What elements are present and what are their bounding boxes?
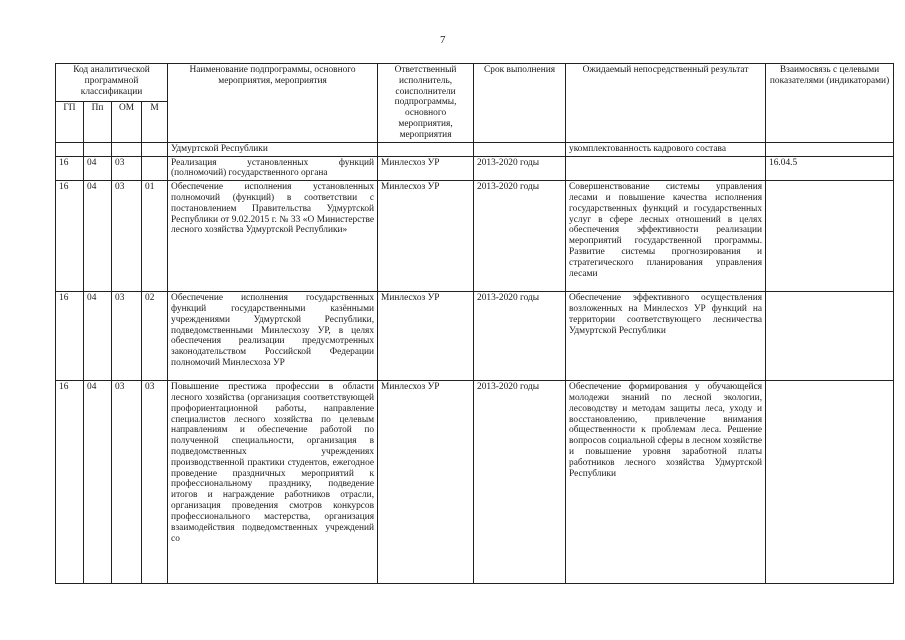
cell-link	[766, 181, 894, 292]
cell-name: Реализация установленных функций (полномочий) государственного органа	[168, 156, 378, 181]
code-group-header: Код аналитической программной классификации	[56, 64, 168, 102]
cell-gp: 16	[56, 181, 84, 292]
cell-name: Обеспечение исполнения установленных полномочий (функций) в соответствии с постановлением Правительства Удмуртской Республики от 9.02.2015 г. № 33 «О Министерстве лесного хозяйства Удмуртской Республики»	[168, 181, 378, 292]
gp-header: ГП	[56, 101, 84, 142]
m-header: М	[142, 101, 168, 142]
cell-name: Повышение престижа профессии в области лесного хозяйства (организация соответствующей профориентационной работы, направление специалистов лесного хозяйства по целевым направлениям и обеспечение работой по полученной специальности, организация в подведомственных учреждениях производственной практики студентов, ежегодное проведение праздничных мероприятий к профессиональному празднику, подведение итогов и награждение работников отрасли, организация проведения смотров конкурсов профессионального мастерства, организация взаимодействия подведомственных учреждений со	[168, 381, 378, 584]
cell-term	[474, 142, 566, 156]
cell-m: 02	[142, 292, 168, 381]
term-header: Срок выполнения	[474, 64, 566, 143]
cell-gp: 16	[56, 292, 84, 381]
cell-result: Совершенствование системы управления лесами и повышение качества исполнения государственных функций и государственных услуг в сфере лесных отношений в целях обеспечения эффективности реализации мероприятий государственной программы. Развитие системы прогнозирования и стратегического планирования управления лесами	[566, 181, 766, 292]
cell-pp: 04	[84, 381, 112, 584]
table-row	[56, 381, 894, 584]
pp-header: Пп	[84, 101, 112, 142]
header-row	[56, 64, 894, 102]
om-header: ОМ	[112, 101, 142, 142]
continuation-row	[56, 142, 894, 156]
cell-term: 2013-2020 годы	[474, 181, 566, 292]
cell-result: укомплектованность кадрового состава	[566, 142, 766, 156]
cell-term: 2013-2020 годы	[474, 156, 566, 181]
cell-link: 16.04.5	[766, 156, 894, 181]
result-header: Ожидаемый непосредственный результат	[566, 64, 766, 143]
cell-om: 03	[112, 381, 142, 584]
cell-responsible: Минлесхоз УР	[378, 156, 474, 181]
cell-pp: 04	[84, 292, 112, 381]
cell-link	[766, 381, 894, 584]
table-row	[56, 181, 894, 292]
cell-m	[142, 142, 168, 156]
cell-om: 03	[112, 181, 142, 292]
program-table	[55, 63, 894, 584]
cell-result	[566, 156, 766, 181]
cell-term: 2013-2020 годы	[474, 381, 566, 584]
responsible-header: Ответственный исполнитель, соисполнители подпрограммы, основного мероприятия, мероприятия	[378, 64, 474, 143]
cell-om: 03	[112, 292, 142, 381]
cell-responsible: Минлесхоз УР	[378, 292, 474, 381]
cell-m	[142, 156, 168, 181]
cell-m: 03	[142, 381, 168, 584]
cell-term: 2013-2020 годы	[474, 292, 566, 381]
cell-responsible: Минлесхоз УР	[378, 381, 474, 584]
table-row	[56, 292, 894, 381]
cell-om	[112, 142, 142, 156]
cell-name: Удмуртской Республики	[168, 142, 378, 156]
cell-link	[766, 292, 894, 381]
cell-pp: 04	[84, 156, 112, 181]
table-row	[56, 156, 894, 181]
cell-om: 03	[112, 156, 142, 181]
cell-name: Обеспечение исполнения государственных функций государственными казёнными учреждениями Удмуртской Республики, подведомственными Минлесхозу УР, в целях обеспечения реализации предусмотренных законодательством Российской Федерации полномочий Минлесхоза УР	[168, 292, 378, 381]
cell-responsible	[378, 142, 474, 156]
cell-gp	[56, 142, 84, 156]
cell-pp	[84, 142, 112, 156]
cell-gp: 16	[56, 381, 84, 584]
cell-link	[766, 142, 894, 156]
page-number: 7	[440, 34, 446, 46]
cell-responsible: Минлесхоз УР	[378, 181, 474, 292]
cell-result: Обеспечение формирования у обучающейся молодежи знаний по лесной экологии, лесоводству и методам защиты леса, уходу и восстановлению, привлечение внимания общественности к проблемам леса. Решение вопросов социальной сферы в лесном хозяйстве и повышение уровня заработной платы работников лесного хозяйства Удмуртской Республики	[566, 381, 766, 584]
name-header: Наименование подпрограммы, основного мероприятия, мероприятия	[168, 64, 378, 143]
cell-m: 01	[142, 181, 168, 292]
cell-gp: 16	[56, 156, 84, 181]
link-header: Взаимосвязь с целевыми показателями (индикаторами)	[766, 64, 894, 143]
cell-pp: 04	[84, 181, 112, 292]
cell-result: Обеспечение эффективного осуществления возложенных на Минлесхоз УР функций на территории соответствующего лесничества Удмуртской Республики	[566, 292, 766, 381]
